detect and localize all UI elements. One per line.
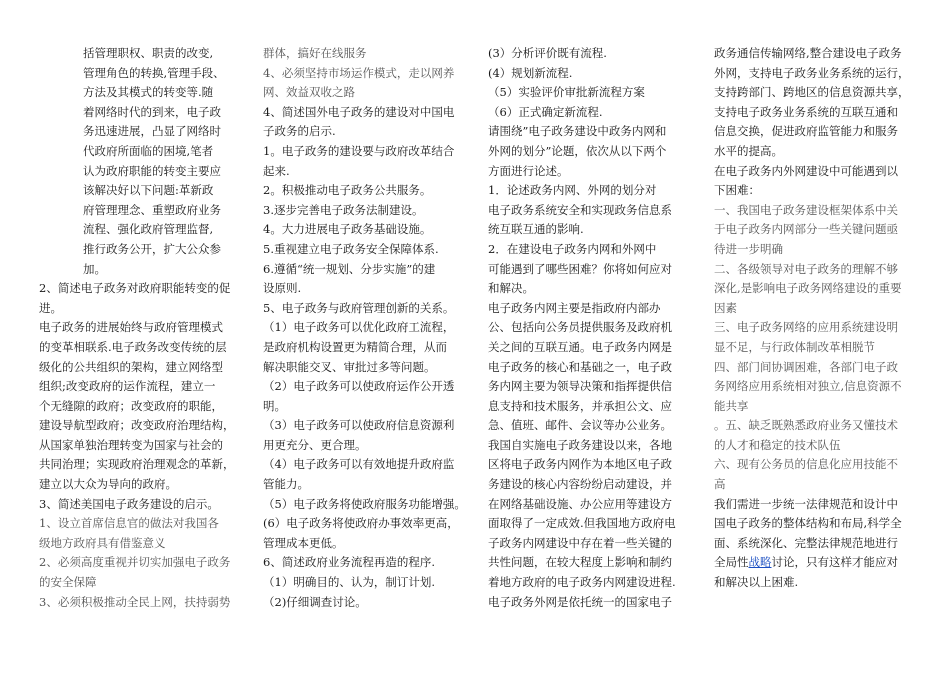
text-line: 一、我国电子政务建设框架体系中关 [714, 202, 898, 217]
text-line: 1、设立首席信息官的做法对我国各 [39, 516, 219, 531]
text-line: 4。大力进展电子政务基础设施。 [263, 222, 432, 237]
text-line: 管理成本更低。 [263, 535, 344, 550]
text-line: 5、电子政务与政府管理创新的关系。 [263, 300, 455, 315]
text-line: 2、简述电子政务对政府职能转变的促 [39, 281, 231, 296]
text-line: （1）明确目的、认为，制订计划. [263, 575, 435, 590]
text-line: 高 [714, 477, 726, 492]
text-span: 讨论，只有这样才能应对 [771, 555, 898, 570]
text-line: 起来. [263, 163, 290, 178]
text-line: 2．在建设电子政务内网和外网中 [488, 241, 657, 256]
text-line: （3）电子政务可以使政府信息资源利 [263, 418, 455, 433]
text-line: 6、简述政府业务流程再造的程序. [263, 555, 435, 570]
text-line: 电子政务内网主要是指政府内部办 [488, 300, 661, 315]
text-line: 深化,是影响电子政务网络建设的重要 [714, 281, 902, 296]
strategy-link[interactable]: 战略 [748, 555, 772, 570]
text-line: 解决职能交叉、审批过多等问题。 [263, 359, 436, 374]
text-line: 5.重视建立电子政务安全保障体系. [263, 241, 439, 256]
text-line: 三、电子政务网络的应用系统建设明 [714, 320, 898, 335]
text-line: 二、各级领导对电子政务的理解不够 [714, 261, 898, 276]
text-line: 的人才和稳定的技术队伍 [714, 437, 841, 452]
text-line: 流程、强化政府管理监督, [83, 222, 214, 237]
text-line: 子政务的启示. [263, 124, 336, 139]
text-line: 设原则. [263, 281, 302, 296]
text-line: 我们需进一步统一法律规范和设计中 [714, 496, 898, 511]
text-line: 4、必须坚持市场运作模式，走以网养 [263, 65, 455, 80]
text-line: 水平的提高。 [714, 143, 783, 158]
text-line: （6）正式确定新流程. [488, 104, 603, 119]
text-line: 支持跨部门、跨地区的信息资源共享， [714, 85, 910, 100]
text-line: 政务通信传输网络,整合建设电子政务 [714, 46, 902, 60]
text-line: (6）电子政务将使政府办事效率更高， [263, 516, 459, 531]
text-line: 方面进行论述。 [488, 163, 569, 178]
text-line: （4）电子政务可以有效地提升政府监 [263, 457, 455, 472]
text-line: 外网，支持电子政务业务系统的运行， [714, 65, 910, 80]
text-line: 2。积极推动电子政务公共服务。 [263, 183, 432, 198]
text-line: 请围绕”电子政务建设中政务内网和 [488, 124, 667, 139]
text-line: 务网络应用系统相对独立,信息资源不 [714, 379, 902, 394]
column-4 [714, 44, 924, 593]
text-line: 面取得了一定成效.但我国地方政府电 [488, 516, 676, 531]
text-line: 和解决。 [488, 281, 534, 296]
text-line: 电子政务外网是依托统一的国家电子 [488, 594, 672, 609]
text-line: （2）电子政务可以使政府运作公开透 [263, 379, 455, 394]
text-line: 支持电子政务业务系统的互联互通和 [714, 104, 898, 119]
text-line: 推行政务公开，扩大公众参 [83, 241, 221, 256]
text-line: 电子政务的进展始终与政府管理模式 [39, 320, 223, 335]
text-line: 共性问题，在较大程度上影响和制约 [488, 555, 672, 570]
text-line: 共同治理；实现政府治理观念的革新， [39, 457, 235, 472]
text-line: 务内网主要为领导决策和指挥提供信 [488, 379, 672, 394]
text-line: 信息交换，促进政府监管能力和服务 [714, 124, 898, 139]
text-line: 四、部门间协调困难，各部门电子政 [714, 359, 898, 374]
text-line: 3、必须积极推动全民上网，扶持弱势 [39, 594, 231, 609]
text-line: 1．论述政务内网、外网的划分对 [488, 183, 657, 198]
text-line: 统互联互通的影响. [488, 222, 584, 237]
text-line: 组织;改变政府的运作流程，建立一 [39, 379, 216, 394]
text-line: 加。 [83, 261, 106, 276]
text-line: 2、必须高度重视并切实加强电子政务 [39, 555, 231, 570]
text-line: 管理角色的转换,管理手段、 [83, 65, 225, 80]
text-line [714, 553, 924, 573]
text-line: 急、值班、邮件、会议等办公业务。 [488, 418, 672, 433]
text-line: 代政府所面临的困境,笔者 [83, 143, 214, 158]
text-line: 3.逐步完善电子政务法制建设。 [263, 202, 424, 217]
text-line: 务建设的核心内容纷纷启动建设，并 [488, 477, 672, 492]
text-line: 6.遵循“统一规划、分步实施”的建 [263, 261, 436, 276]
text-line: 息支持和技术服务，并承担公文、应 [488, 398, 672, 413]
text-line: 公、包括向公务员提供服务及政府机 [488, 320, 672, 335]
text-line: 认为政府职能的转变主要应 [83, 163, 221, 178]
text-line: 群体，搞好在线服务 [263, 46, 367, 60]
text-line: 府管理理念、重塑政府业务 [83, 202, 221, 217]
text-line: 国电子政务的整体结构和布局,科学全 [714, 516, 902, 531]
text-span: 全局性 [714, 555, 749, 570]
text-line: 下困难： [714, 183, 760, 198]
text-line: （1）电子政务可以优化政府工流程， [263, 320, 455, 335]
text-line: 建立以大众为导向的政府。 [39, 477, 177, 492]
text-line: 从国家单独治理转变为国家与社会的 [39, 437, 223, 452]
text-line: （5）实验评价审批新流程方案 [488, 85, 645, 100]
column-3 [488, 44, 693, 612]
text-line: 于电子政务内网部分一些关键问题亟 [714, 222, 898, 237]
text-line: 电子政务的核心和基础之一，电子政 [488, 359, 672, 374]
text-line: 我国自实施电子政务建设以来，各地 [488, 437, 672, 452]
text-line: 在网络基础设施、办公应用等建设方 [488, 496, 672, 511]
text-line: 的安全保障 [39, 575, 97, 590]
text-line: 4、简述国外电子政务的建设对中国电 [263, 104, 455, 119]
text-line: （2)仔细调查讨论。 [263, 594, 367, 609]
text-line: 。五、缺乏既熟悉政府业务又懂技术 [714, 418, 898, 433]
text-line: 子政务内网建设中存在着一些关键的 [488, 535, 672, 550]
text-line: 电子政务系统安全和实现政务信息系 [488, 202, 672, 217]
text-line: 管能力。 [263, 477, 309, 492]
text-line: 是政府机构设置更为精简合理，从而 [263, 339, 447, 354]
text-line: 待进一步明确 [714, 241, 783, 256]
text-line: 的变革相联系.电子政务改变传统的层 [39, 339, 227, 354]
text-line: 级化的公共组织的架构，建立网络型 [39, 359, 223, 374]
column-2 [263, 44, 469, 612]
text-line: 面、系统深化、完整法律规范地进行 [714, 535, 898, 550]
text-line: 六、现有公务员的信息化应用技能不 [714, 457, 898, 472]
text-line: 能共享 [714, 398, 749, 413]
text-line: 务迅速进展，凸显了网络时 [83, 124, 221, 139]
text-line: 和解决以上困难. [714, 575, 799, 590]
text-line: 级地方政府具有借鉴意义 [39, 535, 166, 550]
text-line: 1。电子政务的建设要与政府改革结合 [263, 143, 455, 158]
text-line: 该解决好以下问题:革新政 [83, 183, 214, 198]
text-line: 个无缝隙的政府；改变政府的职能， [39, 398, 223, 413]
text-line: 方法及其模式的转变等.随 [83, 85, 214, 100]
text-line: 明。 [263, 398, 286, 413]
text-line: 着网络时代的到来，电子政 [83, 104, 221, 119]
text-line: 括管理职权、职责的改变, [83, 46, 214, 60]
text-line: （5）电子政务将使政府服务功能增强。 [263, 496, 466, 511]
text-line: 3、简述美国电子政务建设的启示。 [39, 496, 219, 511]
column-1 [39, 44, 239, 612]
text-line: (4）规划新流程. [488, 65, 573, 80]
text-line: 建设导航型政府；改变政府治理结构， [39, 418, 235, 433]
text-line: (3）分析评价既有流程. [488, 46, 607, 60]
text-line: 外网的划分”论题，依次从以下两个 [488, 143, 667, 158]
text-line: 因素 [714, 300, 737, 315]
text-line: 关之间的互联互通。电子政务内网是 [488, 339, 672, 354]
text-line: 进。 [39, 300, 62, 315]
text-line: 区将电子政务内网作为本地区电子政 [488, 457, 672, 472]
text-line: 可能遇到了哪些困难？你将如何应对 [488, 261, 672, 276]
text-line: 网、效益双收之路 [263, 85, 355, 100]
text-line: 着地方政府的电子政务内网建设进程. [488, 575, 676, 590]
text-line: 显不足，与行政体制改革相脱节 [714, 339, 875, 354]
text-line: 用更充分、更合理。 [263, 437, 367, 452]
text-line: 在电子政务内外网建设中可能遇到以 [714, 163, 898, 178]
